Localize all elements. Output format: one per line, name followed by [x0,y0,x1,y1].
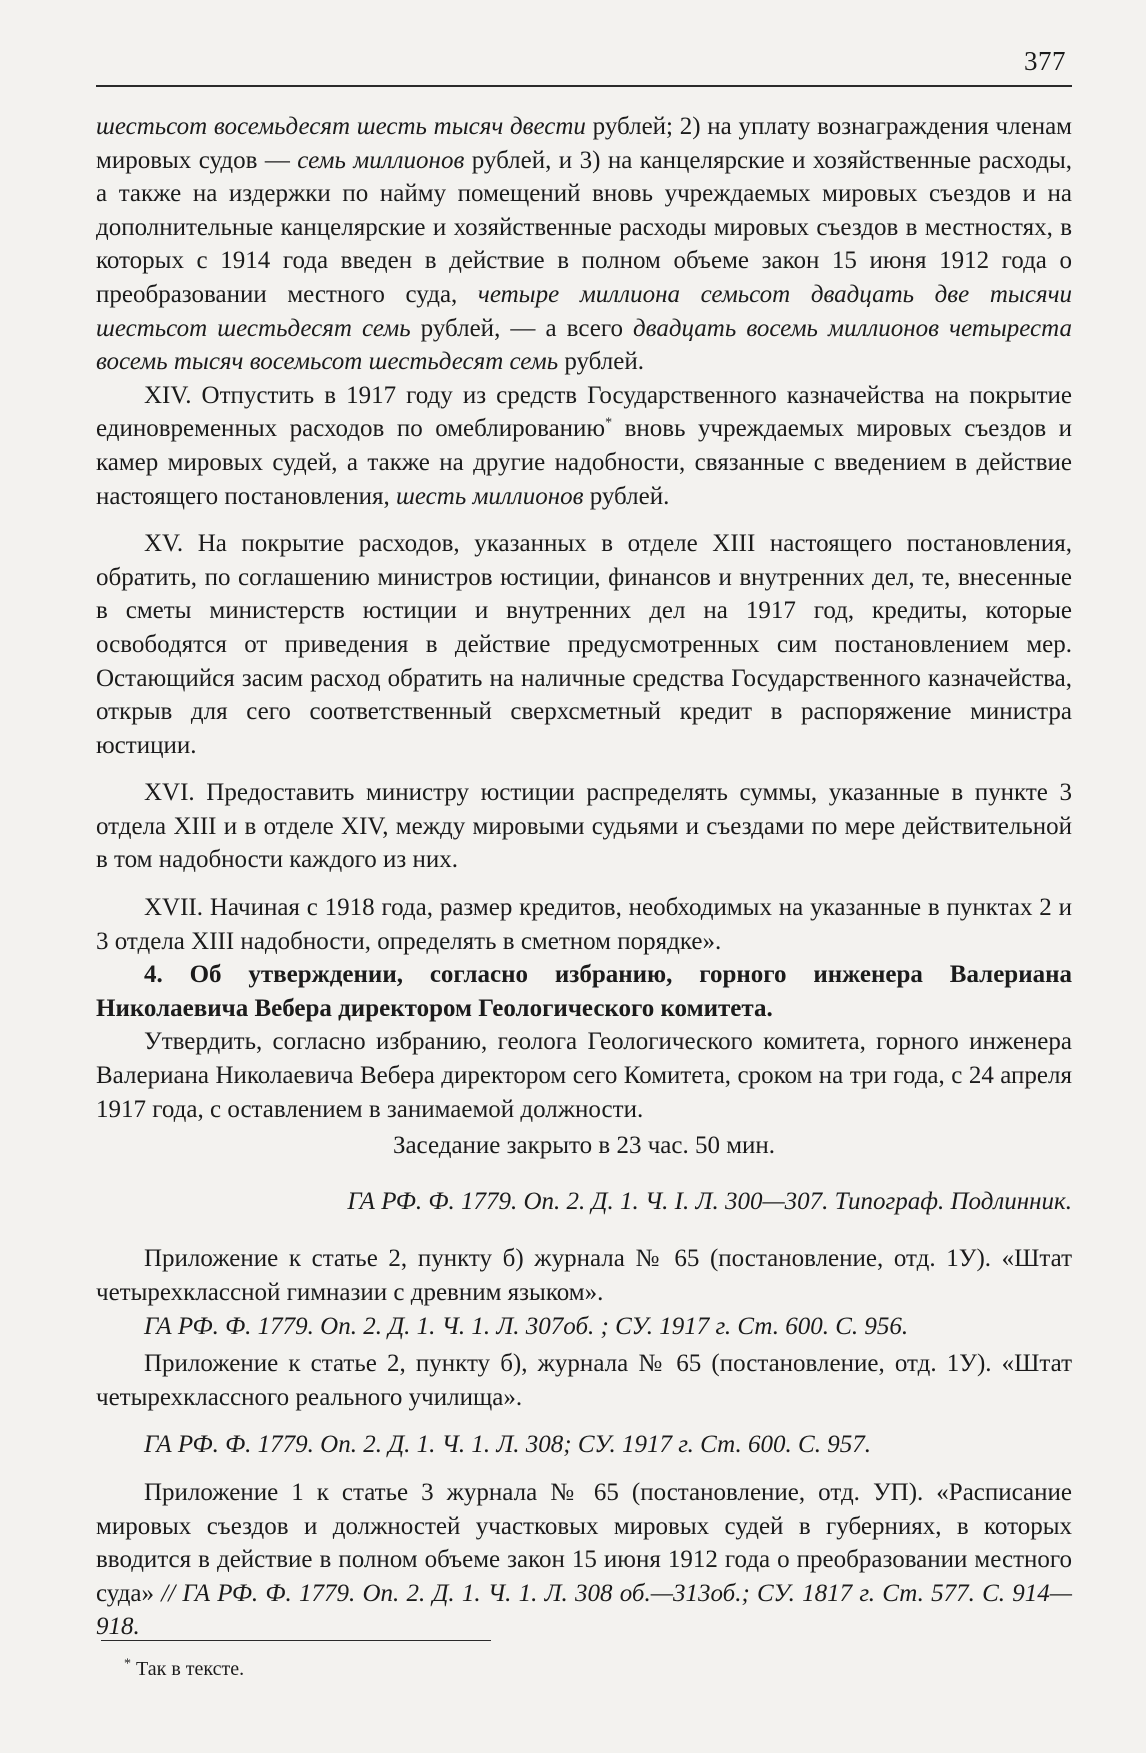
paragraph-xvi: XVI. Предоставить министру юстиции распределять суммы, указанные в пункте 3 отдела XIII и в отделе XIV, между мировыми судьями и съездами по мере действительной в том надобности каждого из них. [96,779,1072,874]
text-run: Приложение 1 к статье 3 журнала № 65 (постановление, отд. УП). «Расписание мировых съездов и должностей участковых мировых судей в губерниях, в которых вводится в действие в полном объеме закон 15 июня 1912 года о преобразовании местного суда» [96,1478,1072,1607]
footnote-rule [101,1640,491,1641]
paragraph-xv: XV. На покрытие расходов, указанных в отделе XIII настоящего постановления, обратить, по соглашению министров юстиции, финансов и внутренних дел, те, внесенные в сметы министерств юстиции и внутренних дел на 1917 год, кредиты, которые освободятся от приведения в действие предусмотренных сим постановлением мер. Остающийся засим расход обратить на наличные средства Государственного казначейства, открыв для сего соответственный сверхсметный кредит в распоряжение министра юстиции. [96,530,1072,759]
header-rule [96,85,1072,87]
italic-sum-1: шестьсот восемьдесят шесть тысяч двести [96,113,586,140]
text-run: вновь учреждаемых мировых съездов и камер мировых судей, а также на другие надобности, связанные с введением в действие настоящего постановления, [96,415,1073,510]
page-body [96,110,1072,1644]
text-run: рублей; 2) на уплату вознаграждения членам мировых судов — [96,113,1072,174]
text-run: рублей, и 3) на канцелярские и хозяйственные расходы, а также на издержки по найму помещений вновь учреждаемых мировых съездов и на дополнительные канцелярские и хозяйственные расходы мировых съездов в местностях, в которых с 1914 года введен в действие в полном объеме закон 15 июня 1912 года о преобразовании местного суда, [96,146,1072,308]
page-number: 377 [1024,46,1066,76]
paragraph-resolution: Утвердить, согласно избранию, геолога Геологического комитета, горного инженера Валериана Николаевича Вебера директором сего Комитета, сроком на три года, с 24 апреля 1917 года, с оставлением в занимаемой должности. [96,1028,1072,1123]
session-closed-note: Заседание закрыто в 23 час. 50 мин. [392,1132,776,1160]
italic-sum: шесть миллионов [396,482,584,510]
appendix-real-school: Приложение к статье 2, пункту б), журнала № 65 (постановление, отд. 1У). «Штат четырехклассного реального училища». [96,1350,1072,1411]
section-heading-4: 4. Об утверждении, согласно избранию, горного инженера Валериана Николаевича Вебера директором Геологического комитета. [96,961,1072,1022]
italic-sum-total: двадцать восемь миллионов четыреста восемь тысяч восемьсот шестьдесят семь [96,314,1072,376]
appendix-gymnasium-source: ГА РФ. Ф. 1779. Оп. 2. Д. 1. Ч. 1. Л. 307об. ; СУ. 1917 г. Ст. 600. С. 956. [144,1312,909,1340]
text-run: рублей, — а всего [410,314,634,342]
footnote-asterisk: * [124,1656,131,1672]
paragraph-continuation [96,110,1072,379]
appendix-gymnasium: Приложение к статье 2, пункту б) журнала № 65 (постановление, отд. 1У). «Штат четырехклассной гимназии с древним языком». [96,1245,1072,1306]
appendix-real-school-source: ГА РФ. Ф. 1779. Оп. 2. Д. 1. Ч. 1. Л. 308; СУ. 1917 г. Ст. 600. С. 957. [144,1431,871,1459]
text-run: рублей. [558,348,644,376]
italic-sum-2: семь миллионов [297,146,465,174]
text-run: рублей. [583,482,670,510]
footnote-marker[interactable]: * [605,416,613,432]
archive-source-citation: ГА РФ. Ф. 1779. Оп. 2. Д. 1. Ч. I. Л. 300—307. Типограф. Подлинник. [347,1187,1072,1215]
italic-sum-3: четыре миллиона семьсот двадцать две тысячи шестьсот шестьдесят семь [96,280,1072,342]
italic-citation: // ГА РФ. Ф. 1779. Оп. 2. Д. 1. Ч. 1. Л. 308 об.—313об.; СУ. 1817 г. Ст. 577. С. 914—918. [96,1579,1072,1641]
paragraph-xvii: XVII. Начиная с 1918 года, размер кредитов, необходимых на указанные в пунктах 2 и 3 отдела XIII надобности, определять в сметном порядке». [96,894,1072,955]
footnote-text: Так в тексте. [131,1658,245,1680]
footnote [124,1658,244,1681]
appendix-schedule [96,1476,1072,1644]
text-run: XIV. Отпустить в 1917 году из средств Государственного казначейства на покрытие единовременных расходов по омеблированию [96,381,1072,443]
paragraph-xiv [96,379,1072,513]
